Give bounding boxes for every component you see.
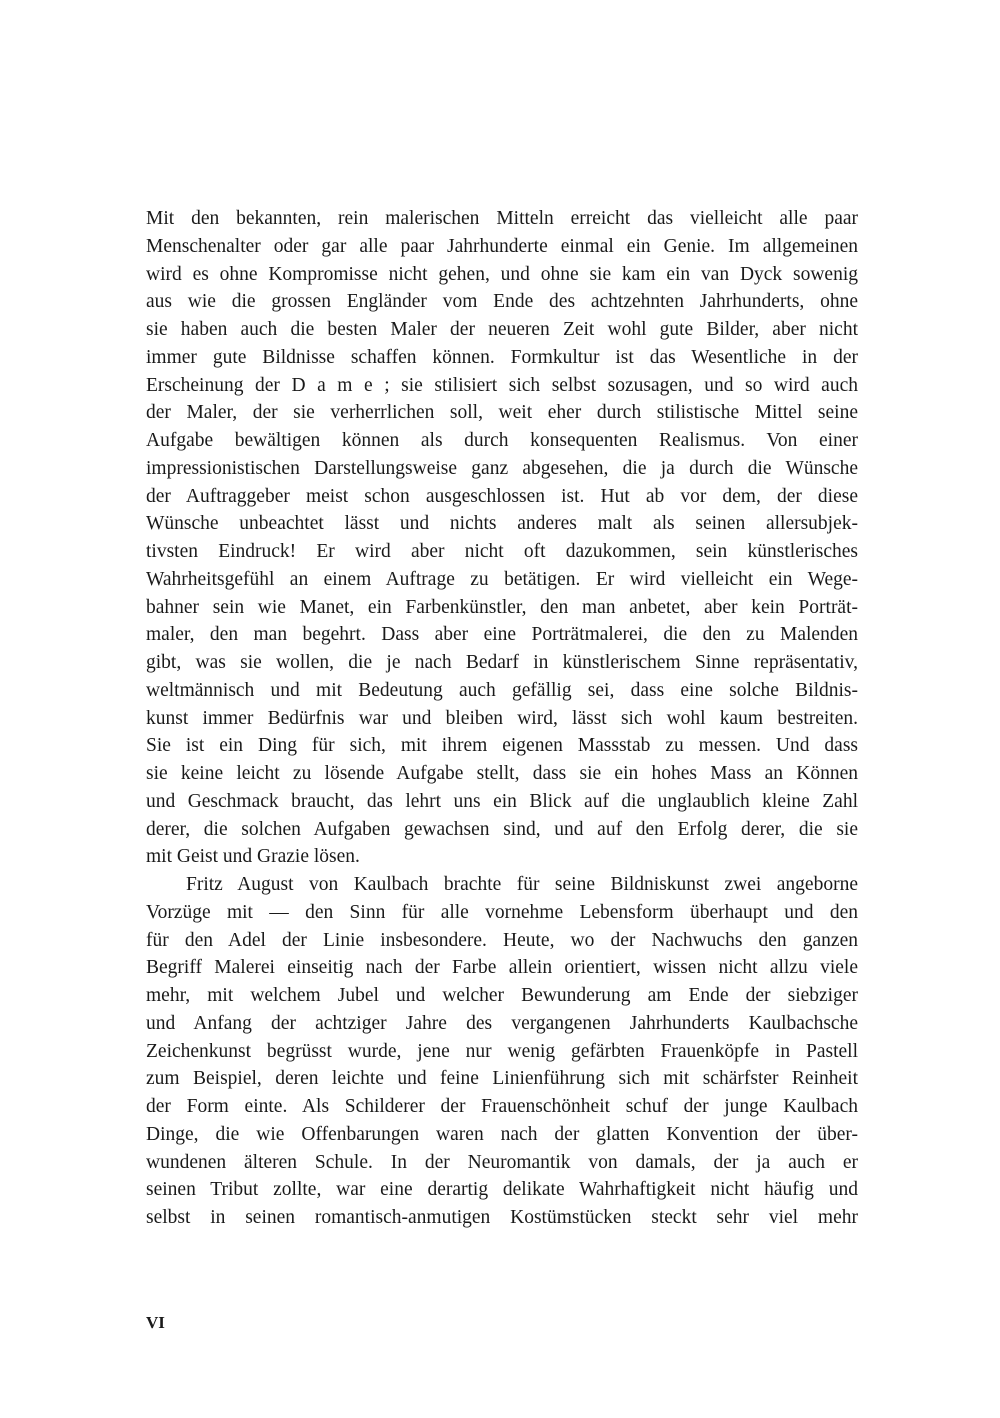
- page-body: [146, 205, 858, 1232]
- text-line: tivsten Eindruck! Er wird aber nicht oft dazukommen, sein künstlerisches: [146, 541, 858, 562]
- text-line: Mit den bekannten, rein malerischen Mitteln erreicht das vielleicht alle paar: [146, 208, 858, 229]
- text-line: Aufgabe bewältigen können als durch konsequenten Realismus. Von einer: [146, 430, 858, 451]
- text-line: und Geschmack braucht, das lehrt uns ein Blick auf die unglaublich kleine Zahl: [146, 790, 858, 812]
- text-line: mehr, mit welchem Jubel und welcher Bewunderung am Ende der siebziger: [146, 985, 858, 1006]
- text-line: Zeichenkunst begrüsst wurde, jene nur wenig gefärbten Frauenköpfe in Pastell: [146, 1040, 858, 1062]
- paragraph-1: [146, 205, 858, 871]
- text-line: zum Beispiel, deren leichte und feine Linienführung sich mit schärfster Reinheit: [146, 1068, 858, 1090]
- text-line: der Form einte. Als Schilderer der Frauenschönheit schuf der junge Kaulbach: [146, 1096, 858, 1117]
- paragraph-2: [146, 871, 858, 1232]
- text-line: Wünsche unbeachtet lässt und nichts anderes malt als seinen allersubjek-: [146, 513, 858, 535]
- text-line: und Anfang der achtziger Jahre des vergangenen Jahrhunderts Kaulbachsche: [146, 1012, 858, 1034]
- text-line: Begriff Malerei einseitig nach der Farbe allein orientiert, wissen nicht allzu viele: [146, 957, 858, 979]
- text-line: impressionistischen Darstellungsweise ganz abgesehen, die ja durch die Wünsche: [146, 457, 858, 479]
- text-line: immer gute Bildnisse schaffen können. Formkultur ist das Wesentliche in der: [146, 346, 858, 368]
- text-line: aus wie die grossen Engländer vom Ende des achtzehnten Jahrhunderts, ohne: [146, 291, 858, 313]
- text-line: der Maler, der sie verherrlichen soll, weit eher durch stilistische Mittel seine: [146, 402, 858, 424]
- text-line: Dinge, die wie Offenbarungen waren nach der glatten Konvention der über-: [146, 1123, 858, 1145]
- text-line: Menschenalter oder gar alle paar Jahrhunderte einmal ein Genie. Im allgemeinen: [146, 235, 858, 257]
- text-line: derer, die solchen Aufgaben gewachsen sind, und auf den Erfolg derer, die sie: [146, 818, 858, 840]
- text-line: seinen Tribut zollte, war eine derartig delikate Wahrhaftigkeit nicht häufig und: [146, 1179, 858, 1201]
- text-line: wird es ohne Kompromisse nicht gehen, und ohne sie kam ein van Dyck sowenig: [146, 263, 858, 285]
- text-line: Fritz August von Kaulbach brachte für seine Bildniskunst zwei angeborne: [186, 874, 858, 895]
- text-line: sie haben auch die besten Maler der neueren Zeit wohl gute Bilder, aber nicht: [146, 319, 858, 340]
- text-line: Erscheinung der D a m e ; sie stilisiert sich selbst sozusagen, und so wird auch: [146, 374, 858, 396]
- text-line: für den Adel der Linie insbesondere. Heute, wo der Nachwuchs den ganzen: [146, 929, 858, 951]
- text-line: mit Geist und Grazie lösen.: [146, 846, 360, 868]
- page-number: VI: [146, 1313, 165, 1332]
- text-line: selbst in seinen romantisch-anmutigen Kostümstücken steckt sehr viel mehr: [146, 1207, 858, 1228]
- text-line: Vorzüge mit — den Sinn für alle vornehme Lebensform überhaupt und den: [146, 901, 858, 923]
- text-line: kunst immer Bedürfnis war und bleiben wird, lässt sich wohl kaum bestreiten.: [146, 707, 858, 729]
- text-line: bahner sein wie Manet, ein Farbenkünstler, den man anbetet, aber kein Porträt-: [146, 596, 858, 618]
- text-line: gibt, was sie wollen, die je nach Bedarf in künstlerischem Sinne repräsentativ,: [146, 652, 858, 673]
- text-line: Sie ist ein Ding für sich, mit ihrem eigenen Massstab zu messen. Und dass: [146, 735, 858, 757]
- text-line: maler, den man begehrt. Dass aber eine Porträtmalerei, die den zu Malenden: [146, 624, 858, 646]
- text-line: wundenen älteren Schule. In der Neuromantik von damals, der ja auch er: [146, 1151, 858, 1173]
- text-line: weltmännisch und mit Bedeutung auch gefällig sei, dass eine solche Bildnis-: [146, 679, 858, 701]
- text-line: Wahrheitsgefühl an einem Auftrage zu betätigen. Er wird vielleicht ein Wege-: [146, 568, 858, 590]
- text-line: der Auftraggeber meist schon ausgeschlossen ist. Hut ab vor dem, der diese: [146, 485, 858, 507]
- text-line: sie keine leicht zu lösende Aufgabe stellt, dass sie ein hohes Mass an Können: [146, 763, 858, 784]
